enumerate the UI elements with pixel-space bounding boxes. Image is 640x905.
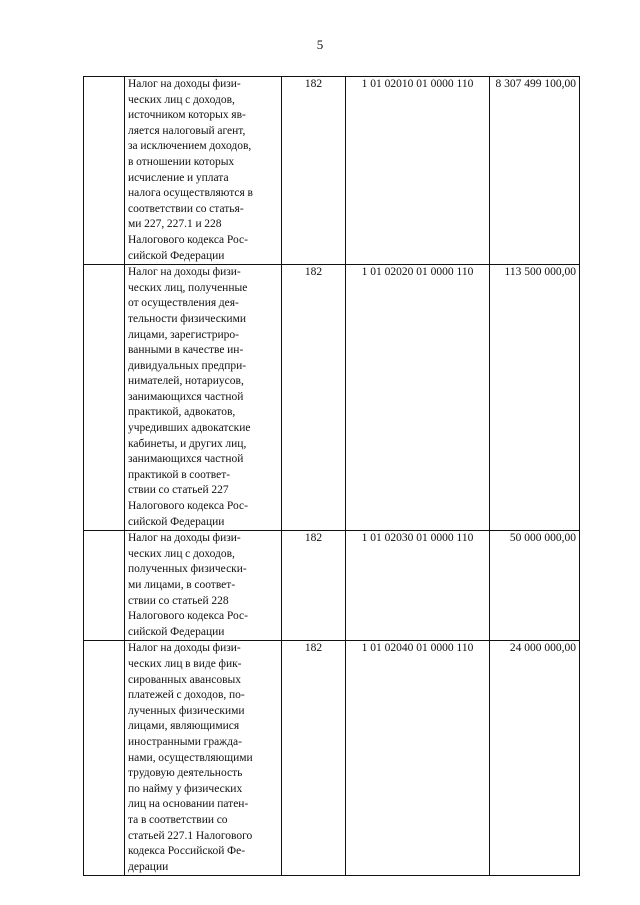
revenue-name-cell [125, 77, 282, 265]
table-row [84, 77, 580, 265]
name-line: та в соответствии со [128, 813, 228, 826]
name-line: нимателей, нотариусов, [128, 375, 244, 388]
name-line: лученных физическими [128, 704, 245, 717]
name-line: ческих лиц с доходов, [128, 93, 235, 106]
amount-cell: 24 000 000,00 [490, 641, 580, 876]
budget-code-cell: 1 01 02030 01 0000 110 [346, 531, 490, 641]
name-line: лицами, зарегистриро- [128, 328, 240, 341]
name-line: тельности физическими [128, 312, 247, 325]
name-line: сийской Федерации [128, 625, 225, 638]
name-line: Налог на доходы физи- [128, 266, 241, 279]
revenue-name-cell [125, 641, 282, 876]
admin-code-cell: 182 [282, 265, 346, 531]
name-line: налога осуществляются в [128, 187, 253, 200]
name-line: за исключением доходов, [128, 140, 252, 153]
name-line: ческих лиц с доходов, [128, 547, 235, 560]
name-line: исчисление и уплата [128, 171, 229, 184]
admin-code-cell: 182 [282, 641, 346, 876]
name-line: ствии со статьей 228 [128, 594, 229, 607]
admin-code-cell: 182 [282, 531, 346, 641]
name-line: ванными в качестве ин- [128, 344, 244, 357]
name-line: Налог на доходы физи- [128, 532, 241, 545]
name-line: кодекса Российской Фе- [128, 845, 246, 858]
name-line: занимающихся частной [128, 453, 244, 466]
revenue-table [83, 76, 580, 876]
name-line: практикой, адвокатов, [128, 406, 236, 419]
name-line: статьей 227.1 Налогового [128, 829, 253, 842]
name-line: ческих лиц в виде фик- [128, 657, 242, 670]
name-line: в отношении которых [128, 155, 235, 168]
name-line: ми 227, 227.1 и 228 [128, 218, 222, 231]
name-line: ми лицами, в соответ- [128, 579, 236, 591]
page-number: 5 [316, 37, 324, 52]
budget-code-cell: 1 01 02040 01 0000 110 [346, 641, 490, 876]
name-line: занимающихся частной [128, 390, 244, 403]
name-line: кабинеты, и других лиц, [128, 437, 247, 450]
name-line: учредивших адвокатские [128, 422, 251, 435]
table-row [84, 641, 580, 876]
name-line: лиц на основании патен- [128, 798, 249, 811]
name-line: практикой в соответ- [128, 468, 231, 481]
name-line: Налогового кодекса Рос- [128, 610, 248, 623]
name-line: ляется налоговый агент, [128, 124, 246, 137]
name-line: по найму у физических [128, 782, 243, 795]
budget-code-cell: 1 01 02010 01 0000 110 [346, 77, 490, 265]
name-line: трудовую деятельность [128, 767, 243, 780]
blank-cell [84, 265, 125, 531]
name-line: сированных авансовых [128, 673, 242, 686]
name-line: нами, осуществляющими [128, 751, 253, 764]
name-line: источником которых яв- [128, 109, 246, 122]
revenue-name-cell [125, 265, 282, 531]
name-line: дивидуальных предпри- [128, 359, 247, 372]
amount-cell: 113 500 000,00 [490, 265, 580, 531]
name-line: от осуществления дея- [128, 297, 239, 310]
name-line: Налогового кодекса Рос- [128, 500, 248, 513]
blank-cell [84, 531, 125, 641]
admin-code-cell: 182 [282, 77, 346, 265]
name-line: Налог на доходы физи- [128, 642, 241, 655]
name-line: лицами, являющимися [128, 720, 240, 733]
amount-cell: 8 307 499 100,00 [490, 77, 580, 265]
name-line: платежей с доходов, по- [128, 689, 245, 702]
budget-code-cell: 1 01 02020 01 0000 110 [346, 265, 490, 531]
table-row [84, 531, 580, 641]
blank-cell [84, 641, 125, 876]
table-row [84, 265, 580, 531]
amount-cell: 50 000 000,00 [490, 531, 580, 641]
name-line: Налог на доходы физи- [128, 78, 241, 90]
name-line: ческих лиц, полученные [128, 281, 248, 294]
name-line: соответствии со статья- [128, 202, 244, 215]
name-line: сийской Федерации [128, 249, 225, 262]
name-line: полученных физически- [128, 563, 247, 576]
name-line: Налогового кодекса Рос- [128, 233, 248, 246]
name-line: дерации [128, 860, 169, 873]
revenue-name-cell [125, 531, 282, 641]
name-line: ствии со статьей 227 [128, 484, 229, 497]
name-line: сийской Федерации [128, 515, 225, 528]
blank-cell [84, 77, 125, 265]
name-line: иностранными гражда- [128, 735, 242, 748]
